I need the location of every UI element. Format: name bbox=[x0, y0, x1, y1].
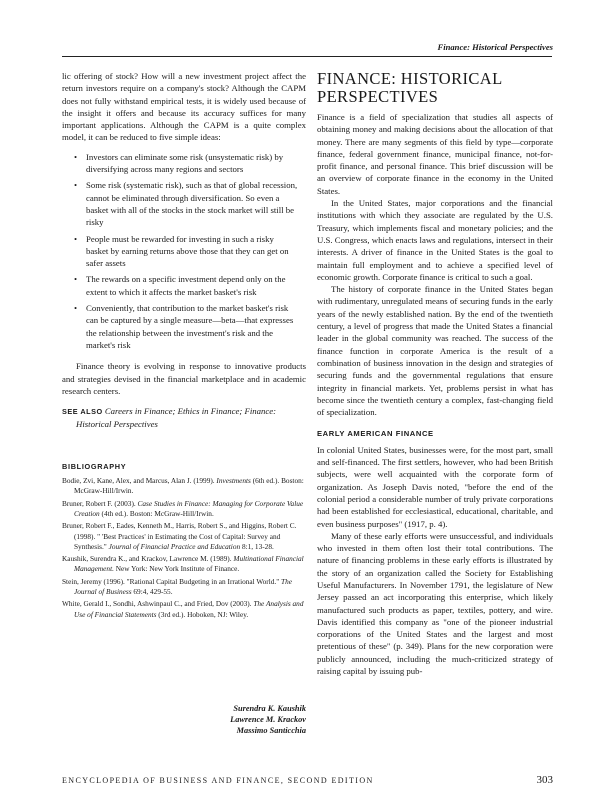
bullet-icon: • bbox=[74, 303, 78, 314]
list-item: • The rewards on a specific investment depend only on the extent to which it affects the market basket's risk bbox=[74, 274, 286, 297]
page-footer bbox=[62, 776, 553, 785]
right-column bbox=[317, 70, 553, 677]
closing-paragraph: Finance theory is evolving in response to innovative products and strategies devised in the financial marketplace and in academic research centers. bbox=[62, 361, 306, 396]
body-paragraph: Finance is a field of specialization that studies all aspects of obtaining money and making decisions about the allocation of that money. There are many segments of this field by type—corporate finance, federal government finance, municipal finance, not-for-profit finance, and personal finance. This brief discussion will be an overview of corporate finance in the economy in the United States. bbox=[317, 112, 553, 196]
capm-ideas-list bbox=[62, 151, 306, 351]
running-head: Finance: Historical Perspectives bbox=[437, 42, 553, 52]
bullet-icon: • bbox=[74, 274, 78, 285]
bibliography-heading: BIBLIOGRAPHY bbox=[62, 461, 127, 471]
body-paragraph: In colonial United States, businesses were, for the most part, small and self-financed. The first settlers, however, who had been British subjects, were well acquainted with the corporate form of organization. As Joseph Davis noted, "before the end of the colonial period a considerable number of truly private corporations had been established for ecclesiastical, educational, charitable, and even business purposes" (1917, p. 4). bbox=[317, 444, 553, 529]
subsection-heading: EARLY AMERICAN FINANCE bbox=[317, 429, 434, 439]
list-item: • Some risk (systematic risk), such as that of global recession, cannot be eliminated through diversification. So even a basket with all of the stocks in the stock market will still be risky bbox=[74, 180, 298, 228]
bibliography-entry: White, Gerald I., Sondhi, Ashwinpaul C., and Fried, Dov (2003). The Analysis and Use of Financial Statements (3rd ed.). Hoboken, NJ: Wiley. bbox=[62, 599, 304, 619]
list-item: • Conveniently, that contribution to the market basket's risk can be captured by a single measure—beta—that expresses the relationship between the investment's risk and the market's risk bbox=[74, 303, 294, 350]
see-also bbox=[62, 405, 306, 431]
page-number: 303 bbox=[536, 774, 553, 786]
author-name: Surendra K. Kaushik bbox=[233, 704, 306, 713]
see-also-links-continued[interactable]: Historical Perspectives bbox=[76, 419, 158, 430]
bibliography-entry: Bruner, Robert F., Eades, Kenneth M., Harris, Robert S., and Higgins, Robert C. (1998). " 'Best Practices' in Estimating the Cost of Capital: Survey and Synthesis." Journal of Financial Practice and Education 8:1, 13-28. bbox=[62, 521, 297, 551]
header-rule bbox=[62, 56, 552, 57]
intro-paragraph: lic offering of stock? How will a new investment project affect the return investors require on a company's stock? Although the CAPM does not fully withstand empirical tests, it is widely used because of the insight it offers and because its accuracy suffices for many important applications. Although the CAPM is a quite complex model, it can be reduced to five simple ideas: bbox=[62, 71, 306, 143]
body-paragraph: In the United States, major corporations and the financial institutions with which they associate are regulated by the U.S. Treasury, which implements fiscal and monetary policies; and the U.S. Congress, which enacts laws and regulations, intersect in their interests. A driver of finance in the United States is the goal to maintain full employment and to achieve a specified level of economic growth. Corporate finance is critical to such a goal. bbox=[317, 198, 553, 282]
author-name: Lawrence M. Krackov bbox=[230, 715, 306, 724]
bullet-icon: • bbox=[74, 233, 78, 244]
bullet-icon: • bbox=[74, 151, 78, 162]
bibliography-entry: Bruner, Robert F. (2003). Case Studies in Finance: Managing for Corporate Value Creation (4th ed.). Boston: McGraw-Hill/Irwin. bbox=[62, 498, 304, 518]
section-title: FINANCE: HISTORICAL PERSPECTIVES bbox=[317, 69, 503, 106]
left-column bbox=[62, 70, 306, 622]
publication-title: ENCYCLOPEDIA OF BUSINESS AND FINANCE, SECOND EDITION bbox=[62, 776, 374, 785]
body-paragraph: The history of corporate finance in the United States began with rudimentary, unregulated means of securing funds in the early years of the newly established nation. By the end of the twentieth century, a level of progress that made the United States a financial leader in the global community was reached. The success of the finance function in corporate America is the result of a combination of business innovation in the design and strategies of securing funds and the governmental regulations that ensure integrity in financial markets. Yet, problems persist in what has become since the twentieth century a complex, fast-changing field of specialization. bbox=[317, 284, 553, 418]
bibliography-entry: Kaushik, Surendra K., and Krackov, Lawrence M. (1989). Multinational Financial Management. New York: New York Institute of Finance. bbox=[62, 554, 304, 574]
authors bbox=[62, 703, 306, 736]
list-item: • People must be rewarded for investing in such a risky basket by earning returns above those that they can get on safer assets bbox=[74, 233, 289, 269]
see-also-label: SEE ALSO bbox=[62, 407, 103, 417]
bullet-icon: • bbox=[74, 180, 78, 191]
see-also-links[interactable]: Careers in Finance; Ethics in Finance; Finance: bbox=[104, 406, 277, 417]
author-name: Massimo Santicchia bbox=[236, 726, 306, 735]
bibliography-entry: Stein, Jeremy (1996). "Rational Capital Budgeting in an Irrational World." The Journal of Business 69:4, 429-55. bbox=[62, 576, 292, 596]
bibliography bbox=[62, 476, 306, 620]
bibliography-entry: Bodie, Zvi, Kane, Alex, and Marcus, Alan J. (1999). Investments (6th ed.). Boston: McGraw-Hill/Irwin. bbox=[62, 476, 304, 496]
list-item: • Investors can eliminate some risk (unsystematic risk) by diversifying across many regions and sectors bbox=[74, 151, 284, 175]
body-paragraph: Many of these early efforts were unsuccessful, and individuals who invested in them often lost their total contributions. The nature of financing problems in these early efforts is illustrated by the story of an organization called the Society for Establishing Useful Manufacturers. In November 1791, the legislature of New Jersey passed an act incorporating this enterprise, which likely manufactured such products as paper, textiles, pottery, and wire. Davis identified this company as "one of the pioneer industrial corporations of the United States and the largest and most pretentious of these" (p. 349). Plans for the new corporation were publicly announced, including the much-criticized strategy of raising capital by issuing pub- bbox=[317, 530, 553, 677]
